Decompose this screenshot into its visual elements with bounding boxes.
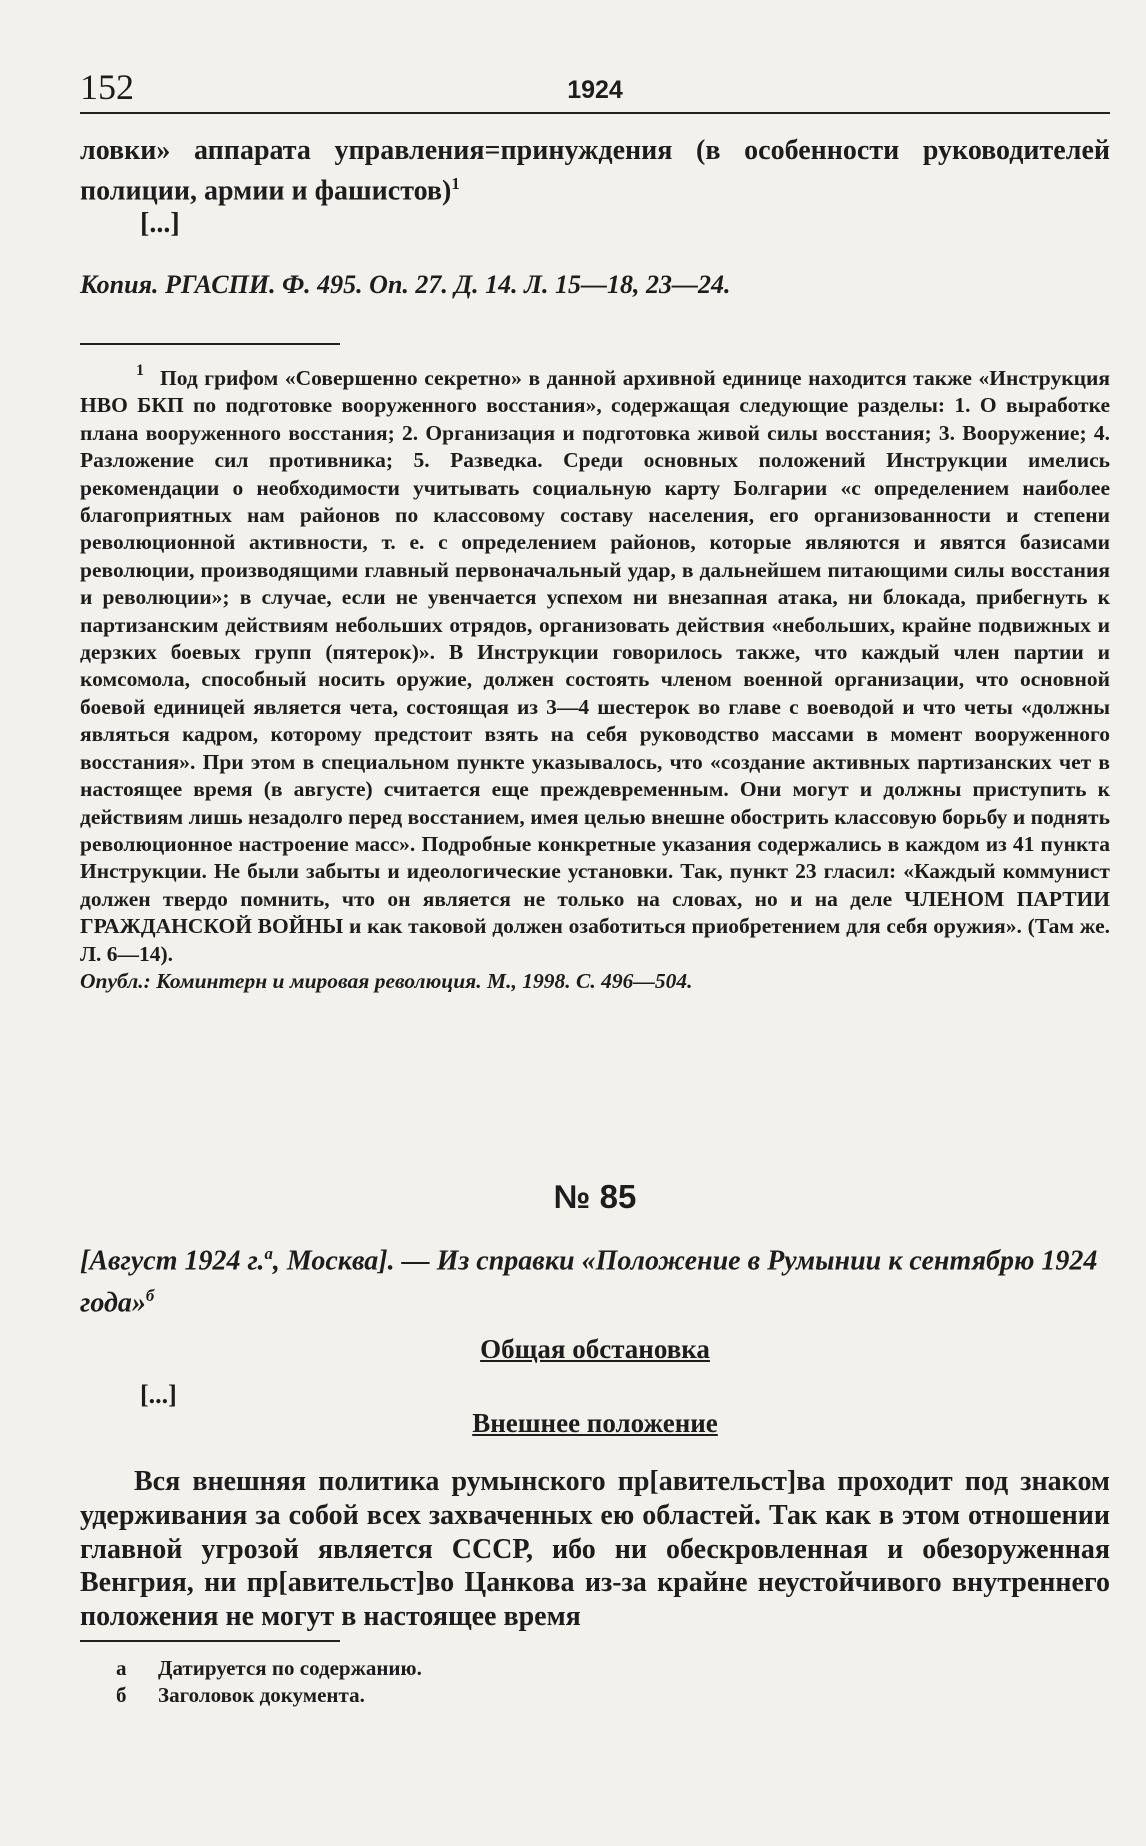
- document-title: [80, 1236, 1110, 1321]
- section-heading-general: Общая обстановка: [480, 1334, 710, 1364]
- page-number: 152: [80, 67, 134, 107]
- page-header: [80, 62, 1110, 114]
- section-heading-external: Внешнее положение: [472, 1408, 718, 1438]
- document-number: № 85: [553, 1178, 637, 1215]
- document-notes: [80, 1655, 1110, 1709]
- note-a-mark: а: [116, 1656, 127, 1680]
- note-b: [80, 1682, 1110, 1709]
- ellipsis-block: [80, 1380, 1110, 1410]
- note-a: [80, 1655, 1110, 1682]
- footnote-published: Опубл.: Коминтерн и мировая революция. М., 1998. С. 496—504.: [80, 968, 693, 993]
- note-ref-a: а: [264, 1244, 273, 1263]
- archive-source: Копия. РГАСПИ. Ф. 495. Оп. 27. Д. 14. Л. 15—18, 23—24.: [80, 270, 731, 299]
- document-date: [Август 1924 г.: [80, 1245, 265, 1277]
- note-b-mark: б: [116, 1683, 127, 1707]
- note-a-text: Датируется по содержанию.: [158, 1656, 422, 1680]
- running-head-year: 1924: [567, 76, 623, 104]
- ellipsis-2: [...]: [140, 1380, 177, 1409]
- body-paragraph: Вся внешняя политика румынского пр[авительст]ва проходит под знаком удерживания за собой всех захваченных ею областей. Так как в этом отношении главной угрозой является СССР, ибо ни обескровленная и обезоруженная Венгрия, ни пр[авительст]во Цанкова из-за крайне неустойчивого внутреннего положения не могут в настоящее время: [80, 1466, 1110, 1633]
- note-b-text: Заголовок документа.: [158, 1683, 365, 1707]
- continuation-text: [80, 134, 1110, 240]
- footnote-1: [80, 362, 1110, 995]
- notes-divider: [80, 1640, 340, 1642]
- ellipsis: [...]: [140, 208, 180, 240]
- footnote-ref-1: 1: [451, 174, 460, 193]
- footnote-mark: 1: [136, 362, 144, 379]
- footnote-text: Под грифом «Совершенно секретно» в данной архивной единице находится также «Инструкция НВО БКП по подготовке вооруженного восстания», содержащая следующие разделы: 1. О выработке плана вооруженного восстания; 2. Организация и подготовка живой силы восстания; 3. Вооружение; 4. Разложение сил противника; 5. Разведка. Среди основных положений Инструкции имелись рекомендации о необходимости учитывать социальную карту Болгарии «с определением наиболее благоприятных нам районов по классовому составу населения, его организованности и степени революционной активности, т. е. с определением районов, которые являются и явятся базисами революции, производящими главный первоначальный удар, в дальнейшем питающими силы восстания и революции»; в случае, если не увенчается успехом ни внезапная атака, ни блокада, прибегнуть к партизанским действиям небольших отрядов, организовать действия «небольших, крайне подвижных и дерзких боевых групп (пятерок)». В Инструкции говорилось также, что каждый член партии и комсомола, способный носить оружие, должен состоять членом военной организации, что основной боевой единицей является чета, состоящая из 3—4 шестерок во главе с воеводой и что четы «должны являться кадром, которому предстоит взять на себя руководство массами в момент вооруженного восстания». При этом в специальном пункте указывалось, что «создание активных партизанских чет в настоящее время (в августе) считается еще преждевременным. Они могут и должны приступить к действиям лишь незадолго перед восстанием, имея целью внешне обострить классовую борьбу и поднять революционное настроение масс». Подробные конкретные указания содержались в каждом из 41 пункта Инструкции. Не были забыты и идеологические установки. Так, пункт 23 гласил: «Каждый коммунист должен твердо помнить, что он является не только на словах, но и на деле ЧЛЕНОМ ПАРТИИ ГРАЖДАНСКОЙ ВОЙНЫ и как таковой должен озаботиться приобретением для себя оружия». (Там же. Л. 6—14).: [80, 366, 1110, 966]
- continuation-paragraph: ловки» аппарата управления=принуждения (в особенности руководителей полиции, армии и фашистов): [80, 135, 1110, 207]
- footnote-divider: [80, 343, 340, 345]
- note-ref-b: б: [145, 1286, 155, 1306]
- document-heading: , Москва]. — Из справки «Положение в Румынии к сентябрю 1924 года»: [80, 1245, 1098, 1319]
